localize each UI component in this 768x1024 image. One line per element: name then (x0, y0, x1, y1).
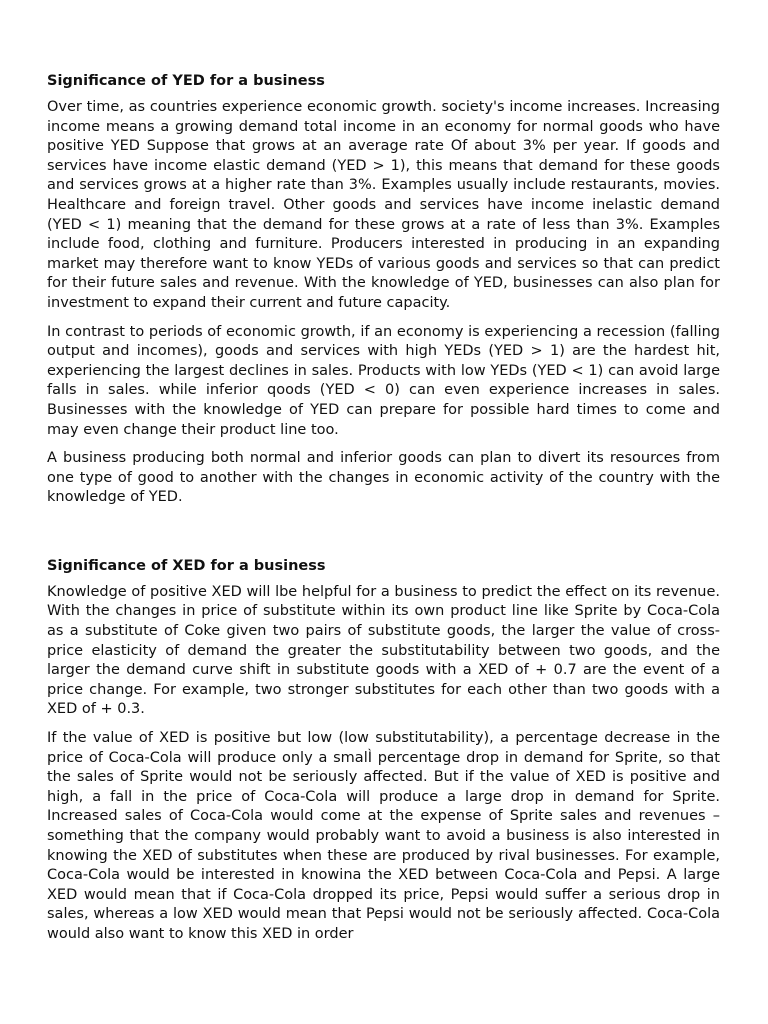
document-page (47, 70, 720, 954)
section-spacer (47, 517, 720, 555)
section-yed (47, 70, 720, 508)
section-heading-xed: Significance of XED for a business (47, 557, 326, 574)
section-xed (47, 555, 720, 945)
paragraph: If the value of XED is positive but low (low substitutability), a percentage decrease in the price of Coca-Cola will produce only a smalÌ percentage drop in demand for Sprite, so that the sales of Sprite would not be seriously affected. But if the value of XED is positive and high, a fall in the price of Coca-Cola will produce a large drop in demand for Sprite. Increased sales of Coca-Cola would come at the expense of Sprite sales and revenues – something that the company would probably want to avoid a business is also interested in knowing the XED of substitutes when these are produced by rival businesses. For example, Coca-Cola would be interested in knowina the XED between Coca-Cola and Pepsi. A large XED would mean that if Coca-Cola dropped its price, Pepsi would suffer a serious drop in sales, whereas a low XED would mean that Pepsi would not be seriously affected. Coca-Cola would also want to know this XED in order (47, 730, 720, 942)
paragraph: Knowledge of positive XED will lbe helpful for a business to predict the effect on its revenue. With the changes in price of substitute within its own product line like Sprite by Coca-Cola as a substitute of Coke given two pairs of substitute goods, the larger the value of cross-price elasticity of demand the greater the substitutability between two goods, and the larger the demand curve shift in substitute goods with a XED of + 0.7 are the event of a price change. For example, two stronger substitutes for each other than two goods with a XED of + 0.3. (47, 583, 720, 718)
section-heading-yed: Significance of YED for a business (47, 73, 325, 89)
paragraph: In contrast to periods of economic growth, if an economy is experiencing a recession (falling output and incomes), goods and services with high YEDs (YED > 1) are the hardest hit, experiencing the largest declines in sales. Products with low YEDs (YED < 1) can avoid large falls in sales. while inferior qoods (YED < 0) can even experience increases in sales. Businesses with the knowledge of YED can prepare for possible hard times to come and may even change their product line too. (47, 323, 720, 438)
paragraph: Over time, as countries experience economic growth. society's income increases. Increasing income means a growing demand total income in an economy for normal goods who have positive YED Suppose that grows at an average rate Of about 3% per year. If goods and services have income elastic demand (YED > 1), this means that demand for these goods and services grows at a higher rate than 3%. Examples usually include restaurants, movies. Healthcare and foreign travel. Other goods and services have income inelastic demand (YED < 1) meaning that the demand for these grows at a rate of less than 3%. Examples include food, clothing and furniture. Producers interested in producing in an expanding market may therefore want to know YEDs of various goods and services so that can predict for their future sales and revenue. With the knowledge of YED, businesses can also plan for investment to expand their current and future capacity. (47, 99, 720, 311)
paragraph: A business producing both normal and inferior goods can plan to divert its resources from one type of good to another with the changes in economic activity of the country with the knowledge of YED. (47, 450, 720, 506)
